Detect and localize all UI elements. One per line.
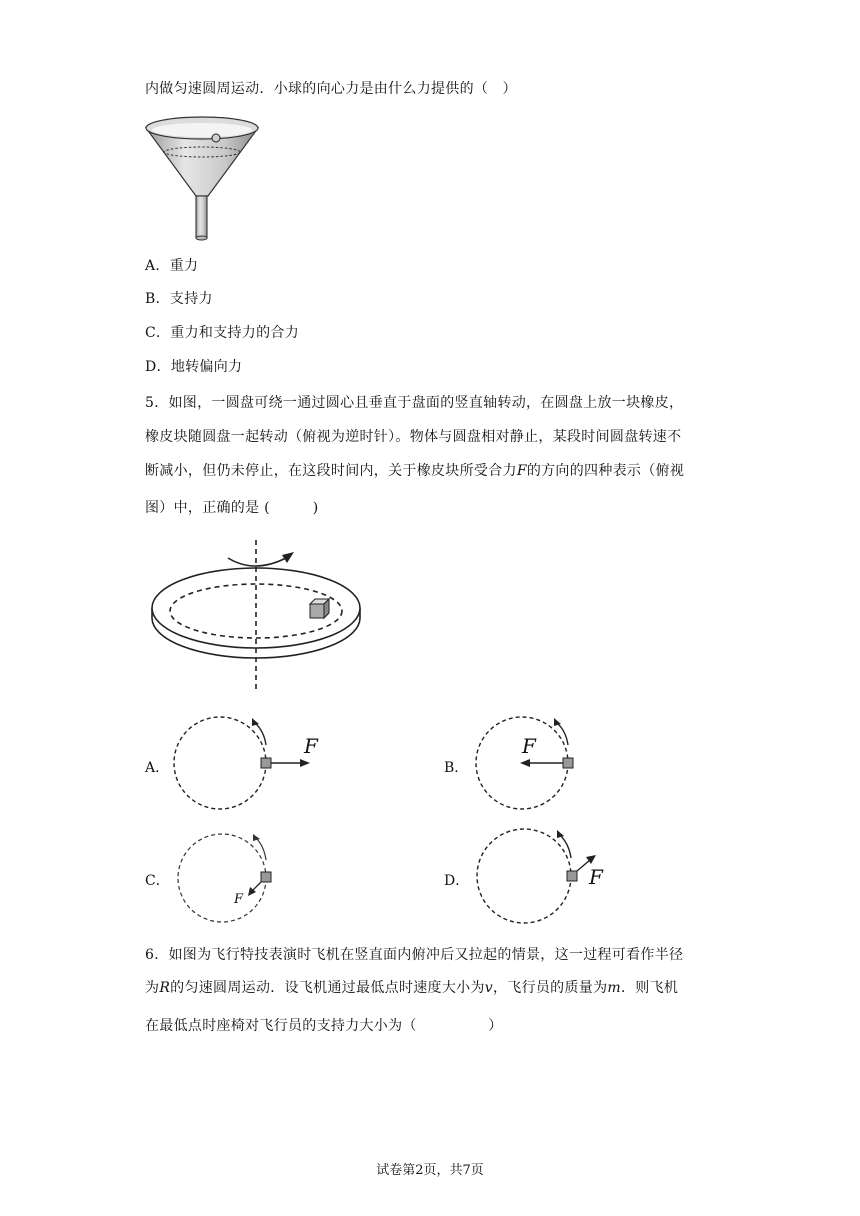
funnel-figure [142,110,262,242]
force-label-c: F [234,892,244,907]
q5-option-b-diagram [470,715,610,815]
q5-option-d-diagram [472,826,622,930]
q5-line-2: 橡皮块随圆盘一起转动（俯视为逆时针）。物体与圆盘相对静止，某段时间圆盘转速不 [145,429,682,445]
q5-option-a-label: A． [145,760,170,776]
page-footer: 试卷第2页，共7页 [376,1163,484,1178]
force-label-b: F [522,734,536,758]
q5-line-1: 5．如图，一圆盘可绕一通过圆心且垂直于盘面的竖直轴转动，在圆盘上放一块橡皮， [145,395,684,411]
q4-option-c: C．重力和支持力的合力 [145,325,300,341]
q6-line-3: 在最低点时座椅对飞行员的支持力大小为（ ） [145,1018,503,1034]
force-label-a: F [304,734,318,758]
q6-line-2: 为R的匀速圆周运动．设飞机通过最低点时速度大小为v，飞行员的质量为m．则飞机 [145,980,679,996]
q5-option-c-diagram [176,830,286,930]
q5-option-c-label: C． [145,873,170,889]
rotating-disk-figure [148,538,368,694]
force-label-d: F [589,865,603,889]
q5-line-4: 图）中，正确的是 ( ) [145,500,319,516]
q5-line-3: 断减小，但仍未停止，在这段时间内，关于橡皮块所受合力F的方向的四种表示（俯视 [145,463,685,479]
q4-option-d: D．地转偏向力 [145,359,243,375]
q5-option-a-diagram [170,715,340,815]
q4-option-a: A．重力 [145,258,199,274]
q6-line-1: 6．如图为飞行特技表演时飞机在竖直面内俯冲后又拉起的情景，这一过程可看作半径 [145,947,684,963]
q5-option-b-label: B． [444,760,469,776]
q4-stem-continuation: 内做匀速圆周运动．小球的向心力是由什么力提供的（ ） [145,81,517,97]
q5-option-d-label: D． [444,873,470,889]
q4-option-b: B．支持力 [145,291,213,307]
